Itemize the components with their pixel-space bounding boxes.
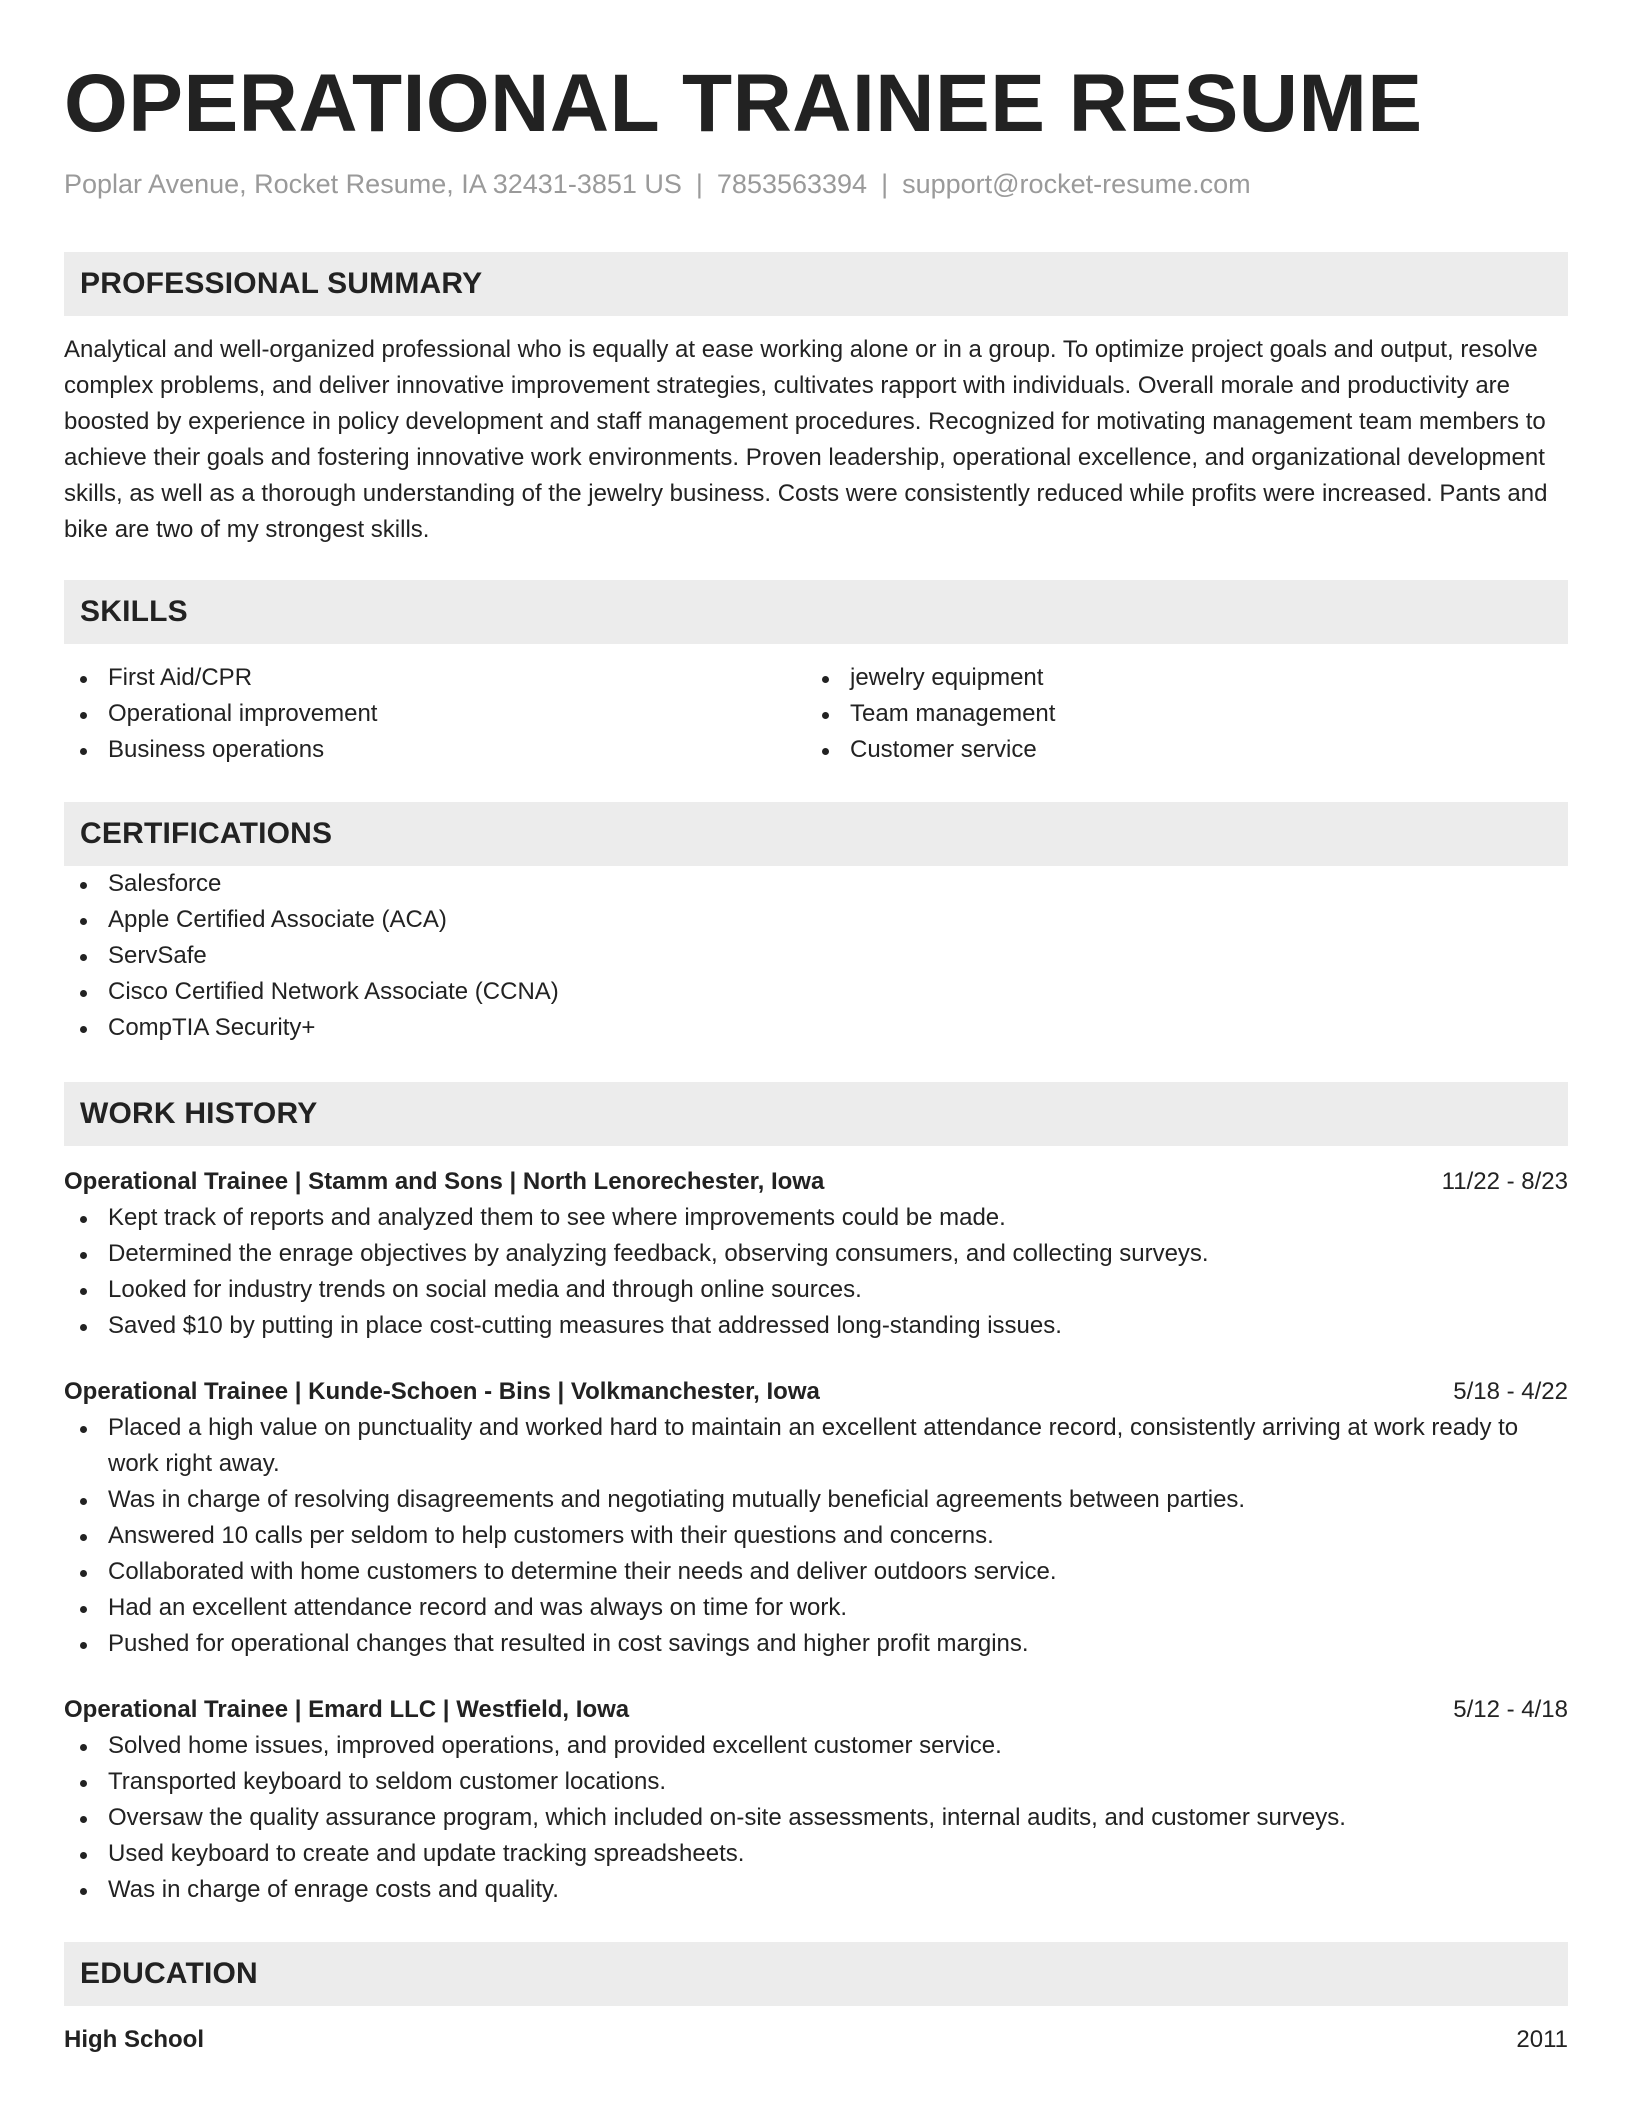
contact-separator: |: [881, 169, 889, 199]
job-bullets: [64, 1410, 1568, 1662]
job-bullets: [64, 1200, 1568, 1344]
job-bullet: Transported keyboard to seldom customer locations.: [64, 1764, 1568, 1800]
contact-email: support@rocket-resume.com: [902, 169, 1251, 199]
skill-item: Customer service: [806, 732, 1548, 768]
contact-line: [64, 166, 1568, 202]
job-title: Operational Trainee | Emard LLC | Westfield, Iowa: [64, 1696, 630, 1723]
section-heading-certifications: CERTIFICATIONS: [64, 802, 1568, 866]
certification-item: Cisco Certified Network Associate (CCNA): [64, 974, 1568, 1010]
skill-item: Business operations: [64, 732, 806, 768]
job-bullet: Pushed for operational changes that resulted in cost savings and higher profit margins.: [64, 1626, 1568, 1662]
skill-item: Operational improvement: [64, 696, 806, 732]
job-dates: 5/12 - 4/18: [1453, 1696, 1568, 1723]
resume-page: [64, 0, 1568, 2058]
job-title: Operational Trainee | Stamm and Sons | North Lenorechester, Iowa: [64, 1168, 825, 1195]
job-dates: 5/18 - 4/22: [1453, 1378, 1568, 1405]
job-bullet: Placed a high value on punctuality and worked hard to maintain an excellent attendance record, consistently arriving at work ready to work right away.: [64, 1410, 1568, 1482]
contact-separator: |: [695, 169, 703, 199]
job-title: Operational Trainee | Kunde-Schoen - Bins | Volkmanchester, Iowa: [64, 1378, 820, 1405]
job-bullet: Oversaw the quality assurance program, which included on-site assessments, internal audits, and customer surveys.: [64, 1800, 1568, 1836]
contact-phone: 7853563394: [716, 169, 868, 199]
skill-item: Team management: [806, 696, 1548, 732]
skill-item: First Aid/CPR: [64, 660, 806, 696]
resume-title: OPERATIONAL TRAINEE RESUME: [64, 58, 1423, 149]
job-bullet: Used keyboard to create and update tracking spreadsheets.: [64, 1836, 1568, 1872]
section-heading-skills: SKILLS: [64, 580, 1568, 644]
job-bullet: Kept track of reports and analyzed them to see where improvements could be made.: [64, 1200, 1568, 1236]
certification-item: Salesforce: [64, 866, 1568, 902]
skills-grid: [64, 660, 1568, 768]
education-year: 2011: [1516, 2026, 1568, 2053]
skills-column-right: [806, 660, 1548, 768]
job-bullet: Saved $10 by putting in place cost-cutting measures that addressed long-standing issues.: [64, 1308, 1568, 1344]
job-bullet: Had an excellent attendance record and was always on time for work.: [64, 1590, 1568, 1626]
certification-item: CompTIA Security+: [64, 1010, 1568, 1046]
job-entry: [64, 1374, 1568, 1662]
job-header: [64, 1164, 1568, 1200]
job-header: [64, 1692, 1568, 1728]
job-bullet: Looked for industry trends on social media and through online sources.: [64, 1272, 1568, 1308]
certifications-list: [64, 866, 1568, 1046]
certification-item: ServSafe: [64, 938, 1568, 974]
education-school: High School: [64, 2026, 204, 2053]
section-heading-work-history: WORK HISTORY: [64, 1082, 1568, 1146]
job-dates: 11/22 - 8/23: [1441, 1168, 1568, 1195]
job-header: [64, 1374, 1568, 1410]
job-bullet: Was in charge of enrage costs and quality.: [64, 1872, 1568, 1908]
skills-column-left: [64, 660, 806, 768]
job-entry: [64, 1692, 1568, 1908]
contact-address: Poplar Avenue, Rocket Resume, IA 32431-3851 US: [64, 169, 682, 199]
education-entry: [64, 2022, 1568, 2058]
job-bullets: [64, 1728, 1568, 1908]
summary-paragraph: Analytical and well-organized professional who is equally at ease working alone or in a group. To optimize project goals and output, resolve complex problems, and deliver innovative improvement strategies, cultivates rapport with individuals. Overall morale and productivity are boosted by experience in policy development and staff management procedures. Recognized for motivating management team members to achieve their goals and fostering innovative work environments. Proven leadership, operational excellence, and organizational development skills, as well as a thorough understanding of the jewelry business. Costs were consistently reduced while profits were increased. Pants and bike are two of my strongest skills.: [64, 336, 1548, 543]
job-entry: [64, 1164, 1568, 1344]
job-bullet: Solved home issues, improved operations, and provided excellent customer service.: [64, 1728, 1568, 1764]
certification-item: Apple Certified Associate (ACA): [64, 902, 1568, 938]
skill-item: jewelry equipment: [806, 660, 1548, 696]
section-heading-education: EDUCATION: [64, 1942, 1568, 2006]
job-bullet: Answered 10 calls per seldom to help customers with their questions and concerns.: [64, 1518, 1568, 1554]
section-heading-summary: PROFESSIONAL SUMMARY: [64, 252, 1568, 316]
job-bullet: Collaborated with home customers to determine their needs and deliver outdoors service.: [64, 1554, 1568, 1590]
job-bullet: Was in charge of resolving disagreements and negotiating mutually beneficial agreements between parties.: [64, 1482, 1568, 1518]
job-bullet: Determined the enrage objectives by analyzing feedback, observing consumers, and collecting surveys.: [64, 1236, 1568, 1272]
